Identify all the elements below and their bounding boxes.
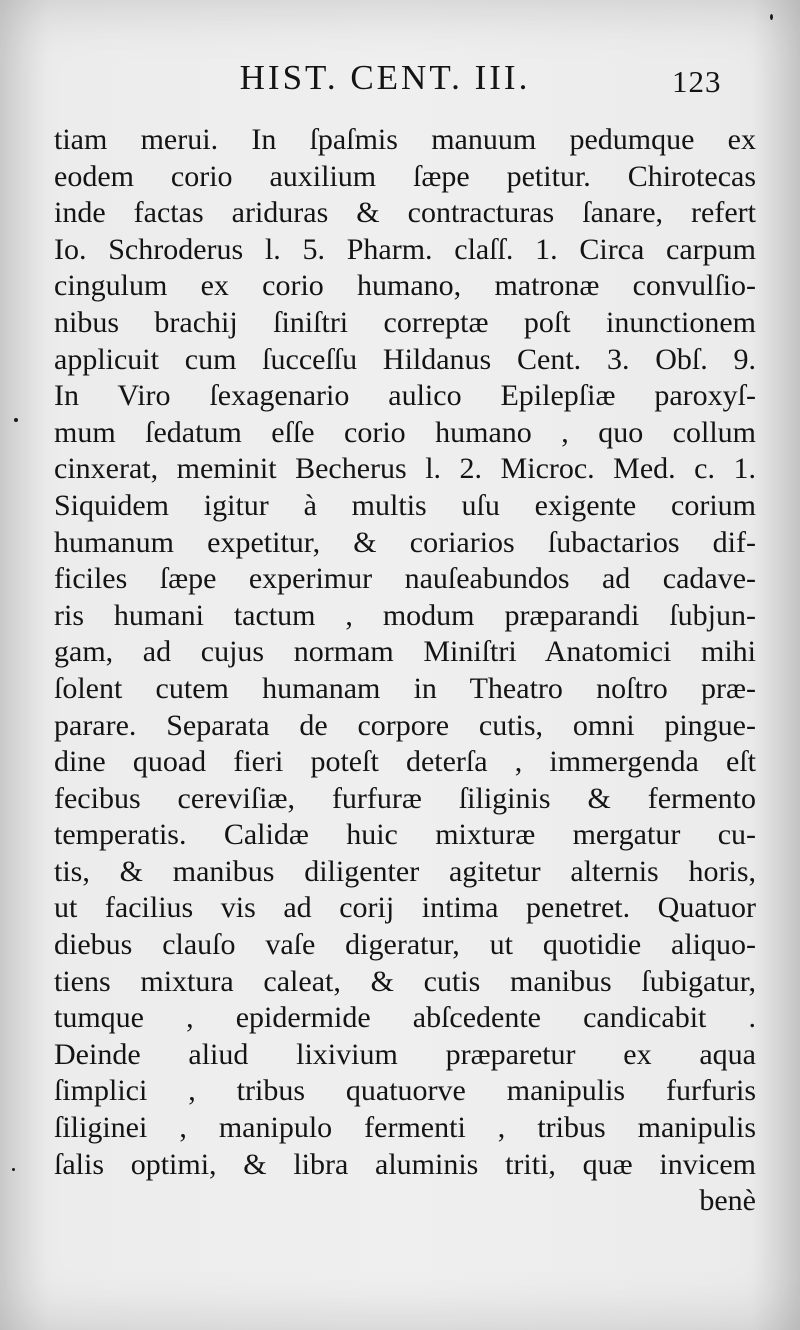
text-line: ſiliginei , manipulo fermenti , tribus manipulis <box>54 1111 756 1145</box>
running-title: HIST. CENT. III. <box>239 58 531 97</box>
text-line: In Viro ſexagenario aulico Epilepſiæ paroxyſ- <box>54 379 756 413</box>
text-line: mum ſedatum eſſe corio humano , quo collum <box>54 415 756 449</box>
ink-speck <box>14 418 18 422</box>
text-line: cinxerat, meminit Becherus l. 2. Microc. Med. c. 1. <box>54 452 756 486</box>
text-line: ſolent cutem humanam in Theatro noſtro præ- <box>54 671 756 705</box>
text-line: parare. Separata de corpore cutis, omni pingue- <box>54 708 756 742</box>
text-line: diebus clauſo vaſe digeratur, ut quotidie aliquo- <box>54 928 756 962</box>
text-line: ſalis optimi, & libra aluminis triti, quæ invicem <box>54 1147 756 1181</box>
text-line: Deinde aliud lixivium præparetur ex aqua <box>54 1037 756 1071</box>
text-line: tiam merui. In ſpaſmis manuum pedumque ex <box>54 123 756 156</box>
text-line: humanum expetitur, & coriarios ſubactarios dif- <box>54 525 756 559</box>
text-line: applicuit cum ſucceſſu Hildanus Cent. 3. Obſ. 9. <box>54 342 756 376</box>
text-line: gam, ad cujus normam Miniſtri Anatomici mihi <box>54 635 756 669</box>
text-line: dine quoad fieri poteſt deterſa , immergenda eſt <box>54 745 756 779</box>
ink-speck <box>12 1168 15 1171</box>
text-line: Io. Schroderus l. 5. Pharm. claſſ. 1. Circa carpum <box>54 232 756 266</box>
page-number: 123 <box>672 64 722 99</box>
text-line: ficiles ſæpe experimur nauſeabundos ad cadave- <box>54 562 756 596</box>
text-line: cingulum ex corio humano, matronæ convulſio- <box>54 269 756 303</box>
text-line: ris humani tactum , modum præparandi ſubjun- <box>54 598 756 632</box>
text-line: fecibus cereviſiæ, furfuræ ſiliginis & fermento <box>54 781 756 815</box>
text-line: tiens mixtura caleat, & cutis manibus ſubigatur, <box>54 964 756 998</box>
text-line: temperatis. Calidæ huic mixturæ mergatur cu- <box>54 818 756 852</box>
ink-speck <box>770 14 773 20</box>
text-line: ſimplici , tribus quatuorve manipulis furfuris <box>54 1074 756 1108</box>
text-line: inde factas ariduras & contracturas ſanare, refert <box>54 196 756 230</box>
text-line: nibus brachij ſiniſtri correptæ poſt inunctionem <box>54 305 756 339</box>
body-text <box>54 122 756 1220</box>
text-line: eodem corio auxilium ſæpe petitur. Chirotecas <box>54 159 756 193</box>
text-line: tis, & manibus diligenter agitetur alternis horis, <box>54 854 756 888</box>
catchword: benè <box>699 1184 756 1218</box>
text-line: Siquidem igitur à multis uſu exigente corium <box>54 488 756 522</box>
text-line: tumque , epidermide abſcedente candicabit . <box>54 1001 756 1035</box>
text-line: ut facilius vis ad corij intima penetret. Quatuor <box>54 891 756 925</box>
